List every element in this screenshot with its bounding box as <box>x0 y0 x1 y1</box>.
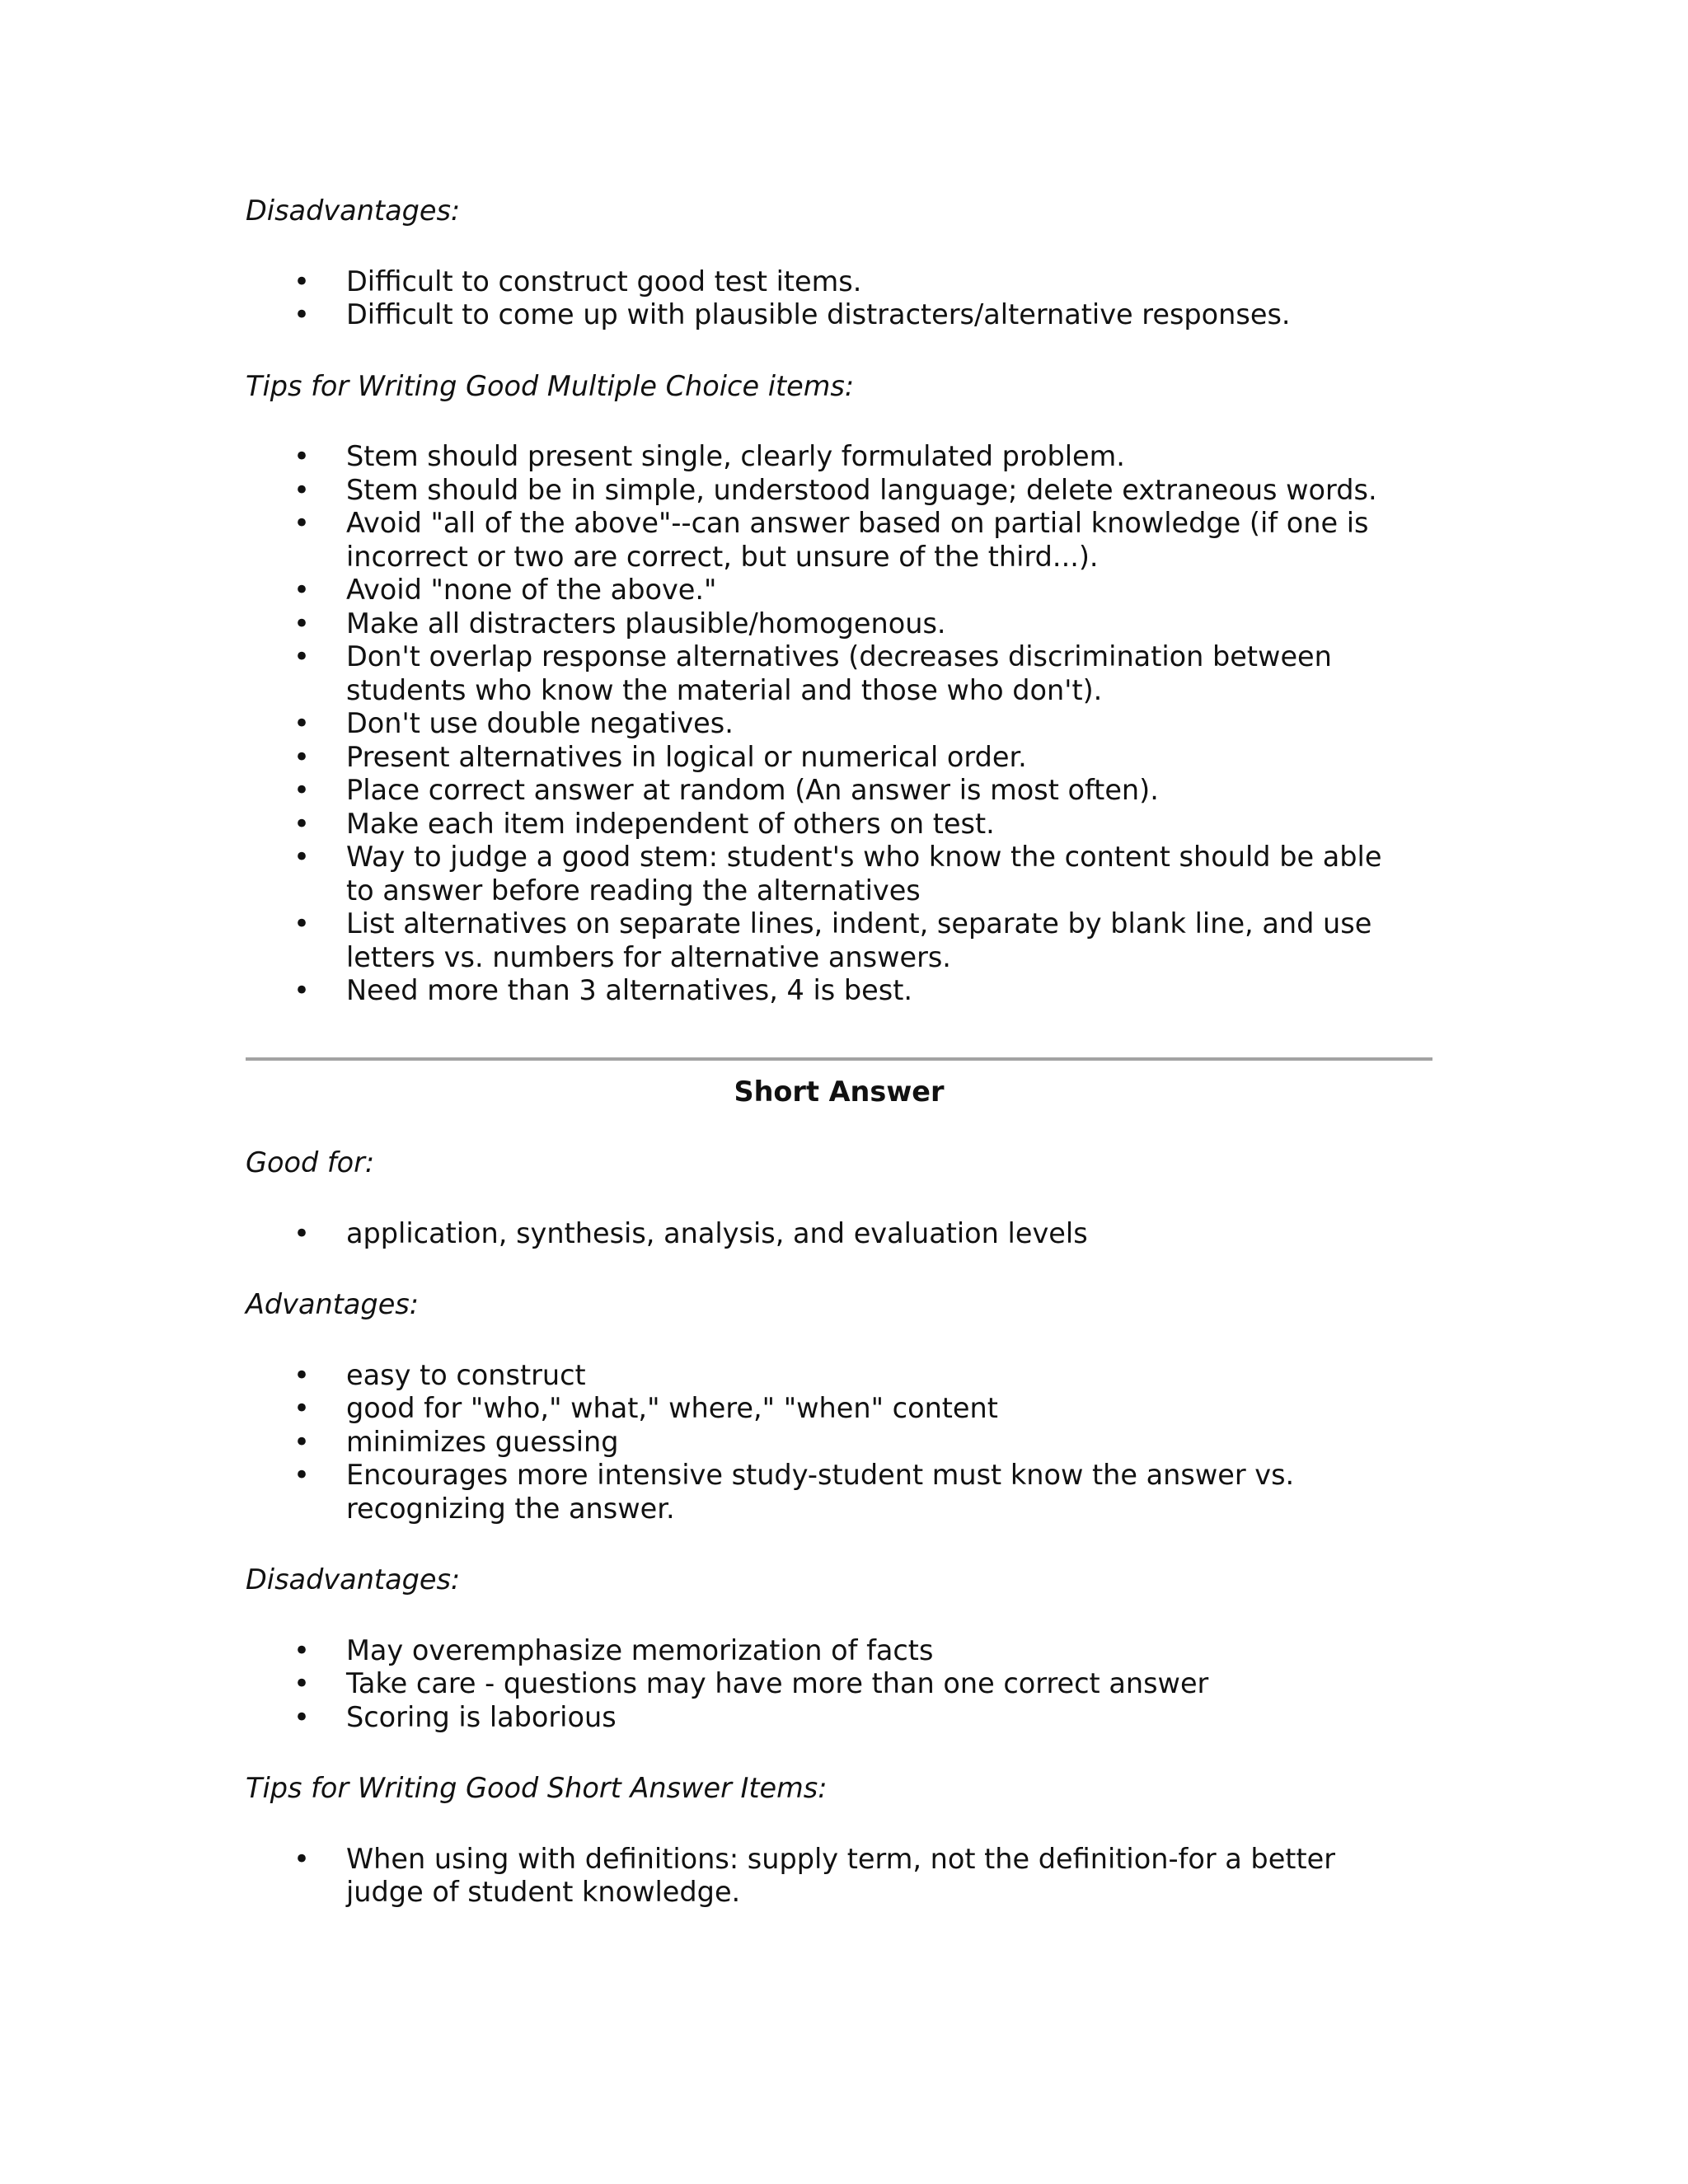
list-item <box>246 707 1432 741</box>
bullet-icon: • <box>293 473 310 506</box>
sa-tips-label: Tips for Writing Good Short Answer Items: <box>246 1772 828 1804</box>
mc-tips-list <box>246 440 1432 1008</box>
list-item-text: Avoid "all of the above"--can answer based on partial knowledge (if one is incorrect or two are correct, but unsure of the third...). <box>346 507 1369 573</box>
sa-advantages-list <box>246 1359 1432 1526</box>
short-answer-heading: Short Answer <box>734 1075 945 1108</box>
list-item-text: May overemphasize memorization of facts <box>346 1633 934 1666</box>
bullet-icon: • <box>293 707 310 739</box>
document-page <box>246 194 1432 1947</box>
list-item <box>246 298 1432 332</box>
list-item-text: Present alternatives in logical or numerical order. <box>346 740 1027 773</box>
list-item <box>246 1359 1432 1393</box>
bullet-icon: • <box>293 740 310 773</box>
bullet-icon: • <box>293 265 310 298</box>
bullet-icon: • <box>293 440 310 472</box>
bullet-icon: • <box>293 1425 310 1458</box>
bullet-icon: • <box>293 841 310 873</box>
list-item <box>246 774 1432 808</box>
list-item <box>246 1459 1432 1526</box>
bullet-icon: • <box>293 298 310 330</box>
sa-disadvantages-list <box>246 1634 1432 1735</box>
bullet-icon: • <box>293 774 310 806</box>
list-item-text: Avoid "none of the above." <box>346 574 717 606</box>
section-spacer <box>246 1008 1432 1057</box>
list-item <box>246 1667 1432 1701</box>
list-item <box>246 574 1432 607</box>
list-item <box>246 1392 1432 1426</box>
section-divider <box>246 1057 1432 1061</box>
list-item-text: Scoring is laborious <box>346 1700 617 1733</box>
list-item <box>246 1634 1432 1668</box>
list-item-text: Difficult to construct good test items. <box>346 265 862 298</box>
list-item-text: Don't overlap response alternatives (decreases discrimination between students who know the material and those who don't). <box>346 640 1332 706</box>
list-item-text: When using with definitions: supply term, not the definition-for a better judge of student knowledge. <box>346 1842 1335 1908</box>
mc-tips-label: Tips for Writing Good Multiple Choice items: <box>246 369 855 402</box>
list-item <box>246 841 1432 907</box>
list-item <box>246 808 1432 841</box>
list-item <box>246 607 1432 641</box>
bullet-icon: • <box>293 1392 310 1424</box>
list-item-text: easy to construct <box>346 1358 586 1391</box>
bullet-icon: • <box>293 1700 310 1733</box>
list-item <box>246 974 1432 1008</box>
list-item-text: Need more than 3 alternatives, 4 is best. <box>346 974 912 1006</box>
bullet-icon: • <box>293 507 310 539</box>
list-item <box>246 474 1432 508</box>
bullet-icon: • <box>293 1216 310 1249</box>
list-item <box>246 1701 1432 1735</box>
list-item <box>246 907 1432 974</box>
mc-disadvantages-list <box>246 265 1432 332</box>
list-item-text: Take care - questions may have more than one correct answer <box>346 1667 1209 1699</box>
bullet-icon: • <box>293 974 310 1006</box>
list-item-text: List alternatives on separate lines, indent, separate by blank line, and use letters vs. numbers for alternative answers. <box>346 907 1372 973</box>
bullet-icon: • <box>293 574 310 606</box>
bullet-icon: • <box>293 1358 310 1391</box>
list-item <box>246 741 1432 775</box>
list-item <box>246 265 1432 299</box>
sa-disadvantages-label: Disadvantages: <box>246 1563 461 1596</box>
list-item-text: Stem should present single, clearly formulated problem. <box>346 440 1125 472</box>
list-item-text: good for "who," what," where," "when" content <box>346 1392 998 1424</box>
list-item-text: Difficult to come up with plausible distracters/alternative responses. <box>346 298 1291 330</box>
bullet-icon: • <box>293 640 310 673</box>
sa-tips-list <box>246 1843 1432 1910</box>
bullet-icon: • <box>293 1842 310 1875</box>
list-item <box>246 440 1432 474</box>
bullet-icon: • <box>293 1667 310 1699</box>
sa-advantages-label: Advantages: <box>246 1288 420 1320</box>
bullet-icon: • <box>293 607 310 640</box>
list-item-text: Way to judge a good stem: student's who know the content should be able to answer before reading the alternatives <box>346 841 1382 907</box>
list-item-text: Encourages more intensive study-student must know the answer vs. recognizing the answer. <box>346 1459 1295 1525</box>
list-item <box>246 1426 1432 1460</box>
sa-good-for-list <box>246 1217 1432 1251</box>
list-item <box>246 1843 1432 1910</box>
bullet-icon: • <box>293 1459 310 1491</box>
list-item <box>246 640 1432 707</box>
bullet-icon: • <box>293 907 310 940</box>
list-item <box>246 1217 1432 1251</box>
list-item-text: minimizes guessing <box>346 1425 619 1458</box>
sa-good-for-label: Good for: <box>246 1146 375 1179</box>
list-item-text: application, synthesis, analysis, and evaluation levels <box>346 1216 1088 1249</box>
list-item-text: Stem should be in simple, understood language; delete extraneous words. <box>346 473 1377 506</box>
bullet-icon: • <box>293 1633 310 1666</box>
list-item-text: Make each item independent of others on test. <box>346 807 995 840</box>
list-item-text: Don't use double negatives. <box>346 707 734 739</box>
list-item <box>246 507 1432 574</box>
list-item-text: Place correct answer at random (An answer is most often). <box>346 774 1159 806</box>
mc-disadvantages-label: Disadvantages: <box>246 194 461 227</box>
list-item-text: Make all distracters plausible/homogenous. <box>346 607 946 640</box>
bullet-icon: • <box>293 807 310 840</box>
